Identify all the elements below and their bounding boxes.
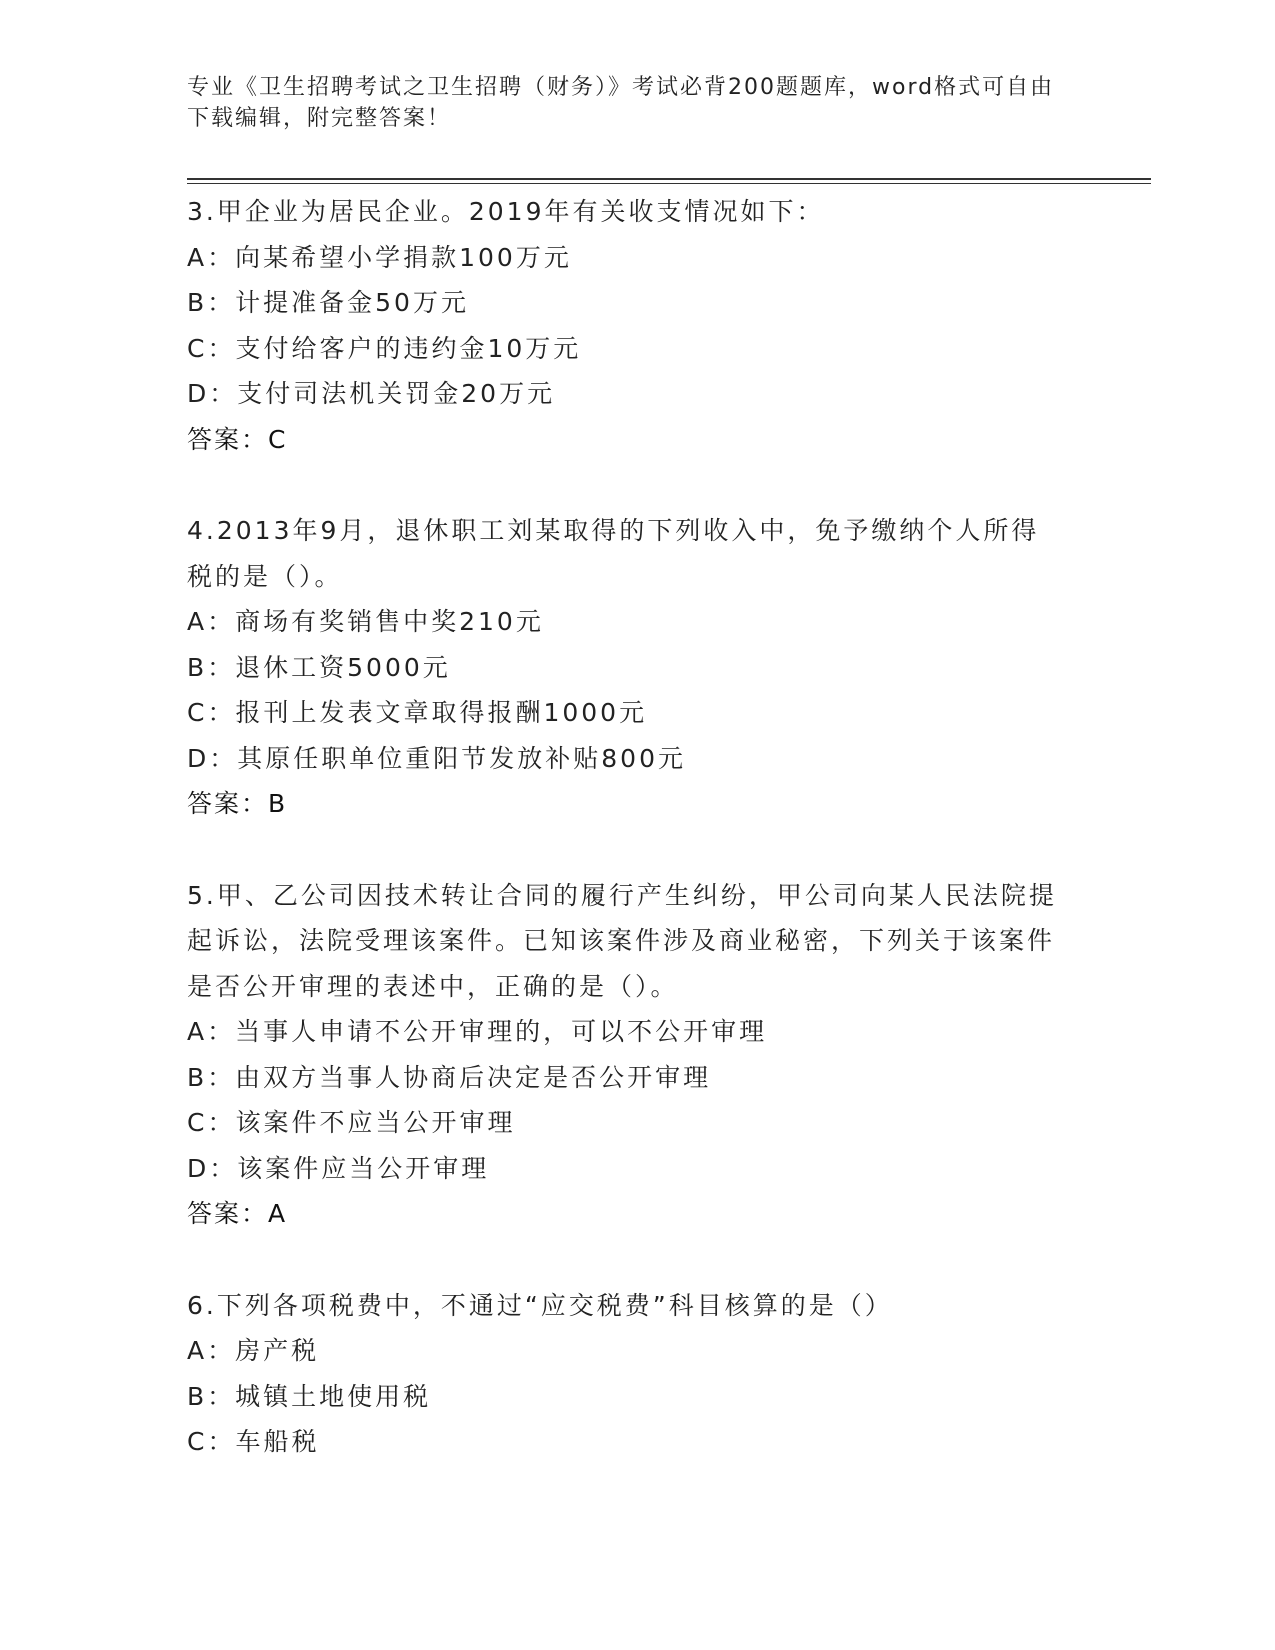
option-d: D：支付司法机关罚金20万元 (187, 379, 556, 408)
option-b: B：计提准备金50万元 (187, 288, 469, 317)
option-b: B：退休工资5000元 (187, 652, 451, 682)
option-a: A：商场有奖销售中奖210元 (187, 607, 544, 636)
option-c: C：报刊上发表文章取得报酬1000元 (187, 698, 648, 727)
answer: 答案：A (187, 1199, 288, 1228)
option-b: B：城镇土地使用税 (187, 1381, 432, 1411)
question-3 (187, 189, 1067, 462)
option-c: C：该案件不应当公开审理 (187, 1108, 516, 1137)
question-stem: 5.甲、乙公司因技术转让合同的履行产生纠纷，甲公司向某人民法院提起诉讼，法院受理该案件。已知该案件涉及商业秘密，下列关于该案件是否公开审理的表述中，正确的是（）。 (187, 880, 1057, 1001)
question-list (187, 189, 1067, 1511)
option-a: A：当事人申请不公开审理的，可以不公开审理 (187, 1017, 768, 1046)
option-a: A：房产税 (187, 1336, 320, 1365)
option-c: C：车船税 (187, 1427, 320, 1456)
question-stem: 6.下列各项税费中，不通过“应交税费”科目核算的是（） (187, 1290, 893, 1320)
document-header: 专业《卫生招聘考试之卫生招聘（财务）》考试必背200题题库，word格式可自由下载编辑，附完整答案！ (187, 75, 1055, 131)
header-divider (187, 178, 1151, 180)
question-stem: 4.2013年9月，退休职工刘某取得的下列收入中，免予缴纳个人所得税的是（）。 (187, 516, 1040, 591)
answer: 答案：B (187, 789, 288, 818)
question-4 (187, 508, 1067, 827)
option-d: D：其原任职单位重阳节发放补贴800元 (187, 743, 686, 773)
option-d: D：该案件应当公开审理 (187, 1153, 490, 1183)
header-divider-thin (187, 183, 1151, 184)
question-6 (187, 1283, 1067, 1465)
question-5 (187, 873, 1067, 1237)
option-a: A：向某希望小学捐款100万元 (187, 242, 572, 272)
option-b: B：由双方当事人协商后决定是否公开审理 (187, 1062, 712, 1092)
question-stem: 3.甲企业为居民企业。2019年有关收支情况如下： (187, 197, 825, 226)
answer: 答案：C (187, 424, 288, 454)
option-c: C：支付给客户的违约金10万元 (187, 333, 582, 363)
